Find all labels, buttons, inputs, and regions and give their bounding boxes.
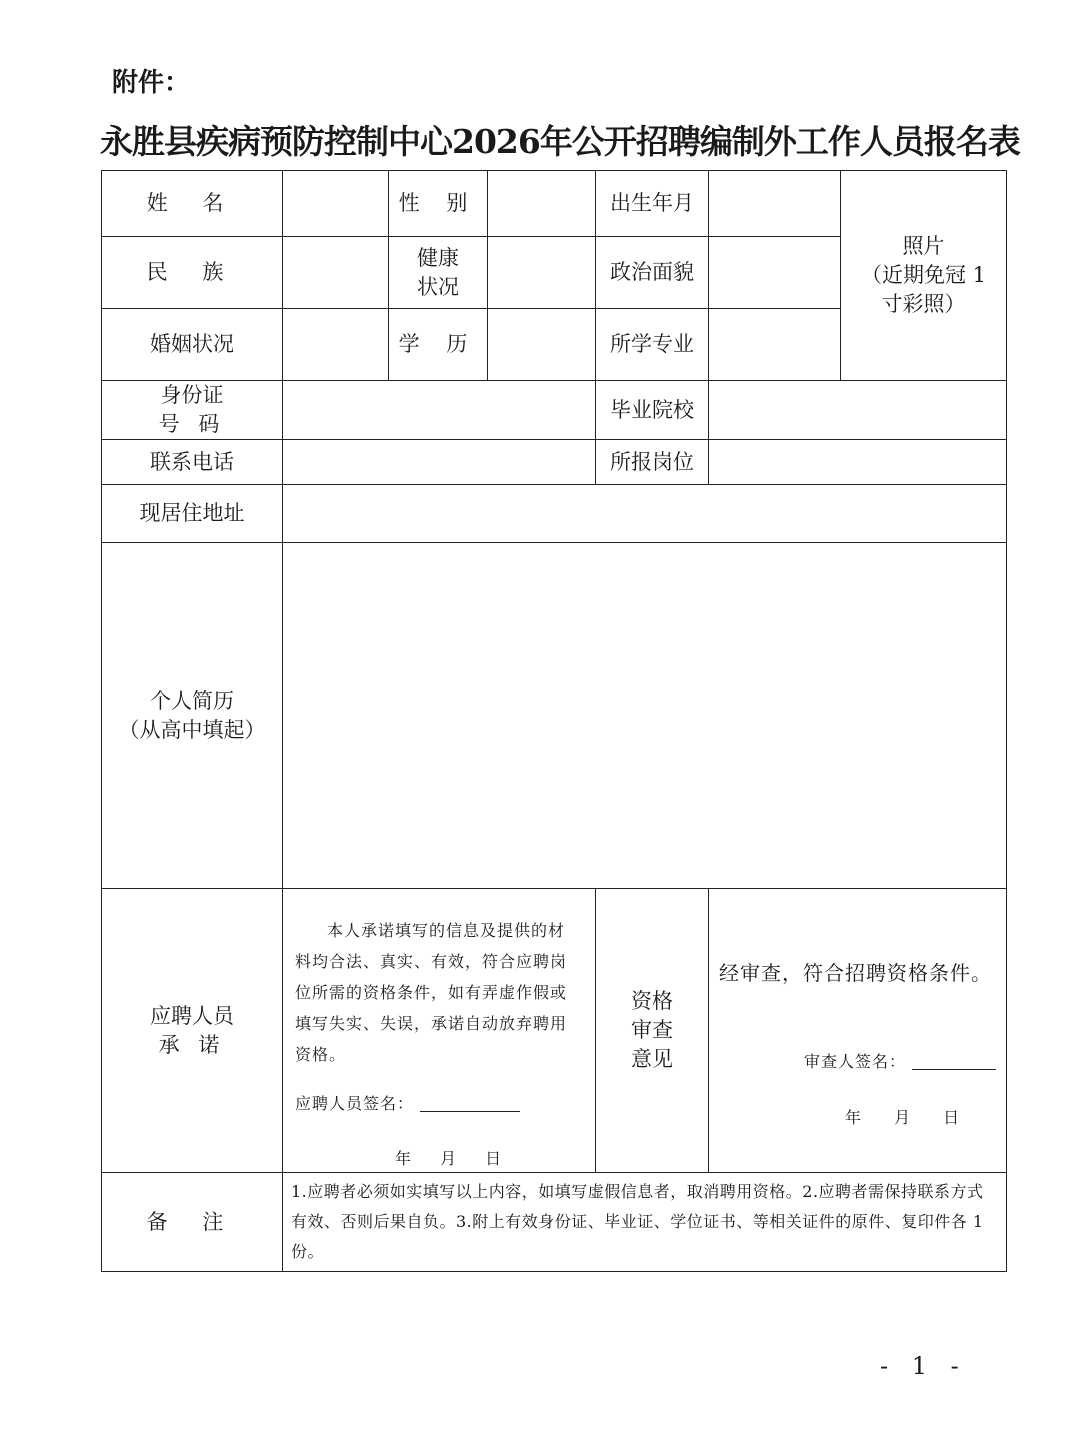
address-field[interactable] [283, 485, 1007, 543]
gender-label: 性 别 [389, 171, 488, 237]
pledge-label-line2: 承 诺 [158, 1032, 226, 1057]
resume-label-line1: 个人简历 [150, 688, 234, 713]
id-label [102, 381, 283, 440]
birth-field[interactable] [709, 171, 841, 237]
pledge-label-line1: 应聘人员 [150, 1003, 234, 1028]
page-number: - 1 - [880, 1352, 967, 1380]
remarks-label: 备 注 [102, 1173, 283, 1272]
major-label: 所学专业 [596, 309, 709, 381]
ethnicity-label: 民 族 [102, 237, 283, 309]
photo-label-line1: 照片 [902, 234, 945, 258]
name-label: 姓 名 [102, 171, 283, 237]
resume-field[interactable] [283, 543, 1007, 889]
pledge-date: 年 月 日 [395, 1149, 503, 1168]
position-label: 所报岗位 [596, 440, 709, 485]
pledge-label [102, 889, 283, 1173]
major-field[interactable] [709, 309, 841, 381]
review-signature[interactable] [804, 1047, 996, 1076]
attachment-label: 附件： [112, 68, 191, 98]
review-opinion-text: 经审查，符合招聘资格条件。 [719, 961, 992, 985]
gender-field[interactable] [488, 171, 596, 237]
pledge-signature-label: 应聘人员签名： [295, 1094, 415, 1113]
marital-label: 婚姻状况 [102, 309, 283, 381]
id-label-line1: 身份证 [160, 383, 224, 407]
resume-label-line2: （从高中填起） [118, 717, 266, 742]
pledge-signature[interactable] [295, 1089, 520, 1118]
review-label-line3: 意见 [631, 1047, 673, 1071]
school-field[interactable] [709, 381, 1007, 440]
marital-field[interactable] [283, 309, 389, 381]
address-label: 现居住地址 [102, 485, 283, 543]
health-label [389, 237, 488, 309]
position-field[interactable] [709, 440, 1007, 485]
review-cell [709, 889, 1007, 1173]
political-field[interactable] [709, 237, 841, 309]
id-field[interactable] [283, 381, 596, 440]
health-label-line2: 状况 [417, 274, 459, 299]
form-title: 永胜县疾病预防控制中心2026年公开招聘编制外工作人员报名表 [100, 122, 1020, 161]
pledge-signature-blank[interactable] [420, 1097, 520, 1112]
review-label-line1: 资格 [631, 989, 673, 1013]
review-signature-label: 审查人签名： [804, 1052, 907, 1071]
school-label: 毕业院校 [596, 381, 709, 440]
review-label [596, 889, 709, 1173]
name-field[interactable] [283, 171, 389, 237]
phone-label: 联系电话 [102, 440, 283, 485]
pledge-text: 本人承诺填写的信息及提供的材料均合法、真实、有效，符合应聘岗位所需的资格条件，如有弄虚作假或填写失实、失误，承诺自动放弃聘用资格。 [295, 921, 568, 1064]
health-label-line1: 健康 [417, 245, 459, 270]
photo-label-line2: （近期免冠 1 [860, 263, 987, 287]
review-date: 年 月 日 [845, 1108, 961, 1127]
id-label-line2: 号 码 [158, 412, 226, 436]
remarks-text: 1.应聘者必须如实填写以上内容，如填写虚假信息者，取消聘用资格。2.应聘者需保持联系方式有效、否则后果自负。3.附上有效身份证、毕业证、学位证书、等相关证件的原件、复印件各 1 份。 [291, 1182, 984, 1261]
health-field[interactable] [488, 237, 596, 309]
registration-form-table [101, 170, 1007, 1272]
photo-label-line3: 寸彩照） [881, 292, 966, 316]
ethnicity-field[interactable] [283, 237, 389, 309]
review-signature-blank[interactable] [912, 1055, 996, 1070]
education-label: 学 历 [389, 309, 488, 381]
review-label-line2: 审查 [631, 1018, 673, 1042]
phone-field[interactable] [283, 440, 596, 485]
birth-label: 出生年月 [596, 171, 709, 237]
pledge-cell [283, 889, 596, 1173]
political-label: 政治面貌 [596, 237, 709, 309]
resume-label [102, 543, 283, 889]
photo-cell[interactable] [841, 171, 1007, 381]
remarks-cell [283, 1173, 1007, 1272]
education-field[interactable] [488, 309, 596, 381]
